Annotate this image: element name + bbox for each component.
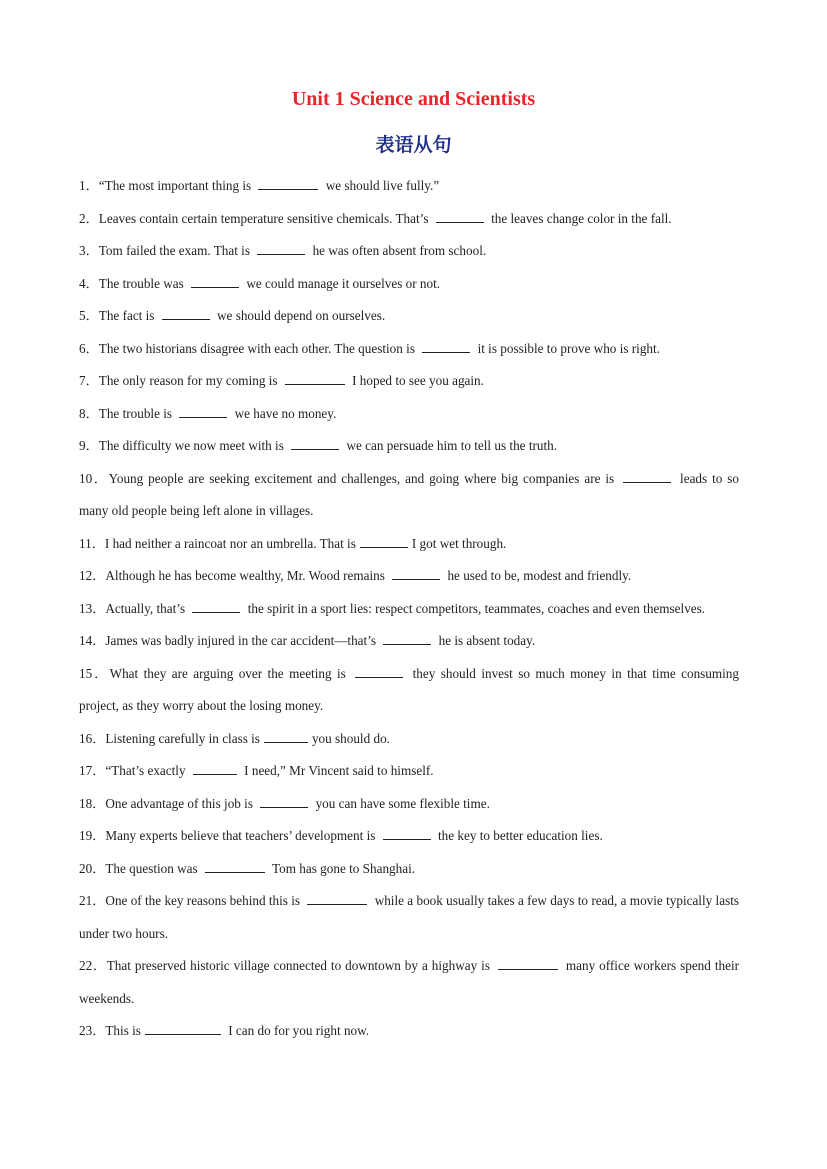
- question-number: 7．: [79, 373, 99, 388]
- question-text-before: That preserved historic village connected to downtown by a highway is: [106, 958, 494, 973]
- question-number: 1．: [79, 178, 99, 193]
- question-item: [79, 755, 739, 788]
- question-text-before: The difficulty we now meet with is: [98, 438, 288, 453]
- question-text-after: while a book usually takes a few days to read, a movie typically lasts under two hours.: [79, 893, 739, 941]
- question-text-after: the spirit in a sport lies: respect competitors, teammates, coaches and even themselves.: [244, 600, 706, 616]
- question-item: [79, 950, 739, 1015]
- question-item: [79, 593, 739, 626]
- answer-blank[interactable]: [258, 177, 318, 190]
- question-number: 21．: [79, 893, 106, 908]
- question-number: 18．: [79, 795, 106, 811]
- question-text-before: The two historians disagree with each other. The question is: [98, 340, 419, 356]
- answer-blank[interactable]: [257, 242, 305, 255]
- answer-blank[interactable]: [162, 307, 210, 320]
- question-text-before: The fact is: [98, 308, 158, 323]
- question-item: [79, 560, 739, 593]
- question-number: 6．: [79, 340, 99, 356]
- question-item: [79, 788, 739, 821]
- answer-blank[interactable]: [383, 827, 431, 840]
- question-text-after: we should depend on ourselves.: [213, 308, 386, 323]
- question-text-after: we can persuade him to tell us the truth.: [343, 438, 558, 453]
- question-number: 12．: [79, 568, 106, 583]
- question-item: [79, 268, 739, 301]
- answer-blank[interactable]: [145, 1022, 221, 1035]
- question-list: [79, 170, 739, 1048]
- question-text-before: Listening carefully in class is: [105, 730, 260, 746]
- answer-blank[interactable]: [179, 405, 227, 418]
- answer-blank[interactable]: [422, 340, 470, 353]
- question-text-before: The trouble is: [98, 405, 176, 421]
- question-item: [79, 820, 739, 853]
- question-text-after: we could manage it ourselves or not.: [243, 275, 441, 291]
- question-item: [79, 658, 739, 723]
- question-number: 23．: [79, 1023, 106, 1038]
- answer-blank[interactable]: [291, 437, 339, 450]
- question-text-after: I can do for you right now.: [224, 1023, 370, 1038]
- question-number: 8．: [79, 405, 99, 421]
- question-number: 17．: [79, 763, 106, 778]
- question-text-before: I had neither a raincoat nor an umbrella. That is: [104, 535, 356, 551]
- question-text-after: he used to be, modest and friendly.: [444, 568, 632, 583]
- question-item: [79, 203, 739, 236]
- question-text-after: I got wet through.: [411, 535, 507, 551]
- question-text-after: you should do.: [311, 730, 390, 746]
- question-text-before: Although he has become wealthy, Mr. Wood remains: [105, 568, 389, 583]
- answer-blank[interactable]: [307, 892, 367, 905]
- question-item: [79, 463, 739, 528]
- question-text-before: This is: [105, 1023, 141, 1038]
- answer-blank[interactable]: [498, 957, 558, 970]
- question-item: [79, 625, 739, 658]
- question-text-after: he was often absent from school.: [309, 243, 487, 258]
- question-item: [79, 170, 739, 203]
- question-text-after: the leaves change color in the fall.: [487, 210, 672, 226]
- answer-blank[interactable]: [285, 372, 345, 385]
- answer-blank[interactable]: [436, 210, 484, 223]
- question-text-before: Young people are seeking excitement and challenges, and going where big companies are is: [108, 470, 620, 486]
- answer-blank[interactable]: [192, 600, 240, 613]
- answer-blank[interactable]: [205, 860, 265, 873]
- question-text-before: One of the key reasons behind this is: [105, 893, 304, 908]
- question-item: [79, 398, 739, 431]
- question-item: [79, 333, 739, 366]
- answer-blank[interactable]: [355, 665, 403, 678]
- question-text-after: the key to better education lies.: [434, 828, 603, 843]
- question-item: [79, 885, 739, 950]
- question-number: 13．: [79, 600, 106, 616]
- question-text-before: One advantage of this job is: [105, 795, 257, 811]
- question-text-before: Many experts believe that teachers’ development is: [105, 828, 379, 843]
- question-number: 11．: [79, 535, 105, 551]
- question-text-before: What they are arguing over the meeting is: [109, 665, 352, 681]
- question-text-before: “The most important thing is: [98, 178, 255, 193]
- page-subtitle: 表语从句: [375, 134, 452, 156]
- question-item: [79, 235, 739, 268]
- question-item: [79, 723, 739, 756]
- question-number: 2．: [79, 210, 99, 226]
- answer-blank[interactable]: [260, 795, 308, 808]
- question-number: 16．: [79, 730, 106, 746]
- question-number: 4．: [79, 275, 99, 291]
- question-text-after: he is absent today.: [435, 633, 536, 648]
- question-text-after: you can have some flexible time.: [312, 795, 490, 811]
- question-text-after: we should live fully.”: [322, 178, 440, 193]
- question-number: 15．: [79, 665, 110, 681]
- answer-blank[interactable]: [392, 567, 440, 580]
- answer-blank[interactable]: [264, 730, 308, 743]
- question-item: [79, 853, 739, 886]
- question-text-after: I hoped to see you again.: [348, 373, 484, 388]
- question-text-after: many office workers spend their weekends.: [79, 958, 739, 1006]
- question-text-after: Tom has gone to Shanghai.: [268, 860, 416, 876]
- answer-blank[interactable]: [360, 535, 408, 548]
- question-number: 19．: [79, 828, 106, 843]
- question-text-before: “That’s exactly: [105, 763, 189, 778]
- question-number: 9．: [79, 438, 99, 453]
- answer-blank[interactable]: [193, 762, 237, 775]
- answer-blank[interactable]: [623, 470, 671, 483]
- question-text-before: Leaves contain certain temperature sensitive chemicals. That’s: [98, 210, 432, 226]
- question-text-after: leads to so many old people being left alone in villages.: [79, 470, 740, 518]
- page-title: Unit 1 Science and Scientists: [291, 88, 536, 110]
- question-item: [79, 528, 739, 561]
- question-text-before: Tom failed the exam. That is: [98, 243, 254, 258]
- question-item: [79, 1015, 739, 1048]
- question-text-before: The only reason for my coming is: [98, 373, 281, 388]
- answer-blank[interactable]: [191, 275, 239, 288]
- question-text-after: I need,” Mr Vincent said to himself.: [240, 763, 434, 778]
- question-number: 5．: [79, 308, 99, 323]
- question-number: 20．: [79, 860, 106, 876]
- question-item: [79, 365, 739, 398]
- question-item: [79, 300, 739, 333]
- question-text-after: they should invest so much money in that time consuming project, as they worry about the losing money.: [79, 665, 739, 713]
- question-text-after: we have no money.: [231, 405, 337, 421]
- question-text-before: James was badly injured in the car accident—that’s: [105, 633, 380, 648]
- question-number: 22．: [79, 958, 107, 973]
- answer-blank[interactable]: [383, 632, 431, 645]
- question-number: 10．: [79, 470, 109, 486]
- question-item: [79, 430, 739, 463]
- question-text-after: it is possible to prove who is right.: [474, 340, 660, 356]
- question-text-before: The trouble was: [98, 275, 188, 291]
- question-number: 3．: [79, 243, 99, 258]
- question-text-before: Actually, that’s: [105, 600, 189, 616]
- question-number: 14．: [79, 633, 106, 648]
- question-text-before: The question was: [105, 860, 201, 876]
